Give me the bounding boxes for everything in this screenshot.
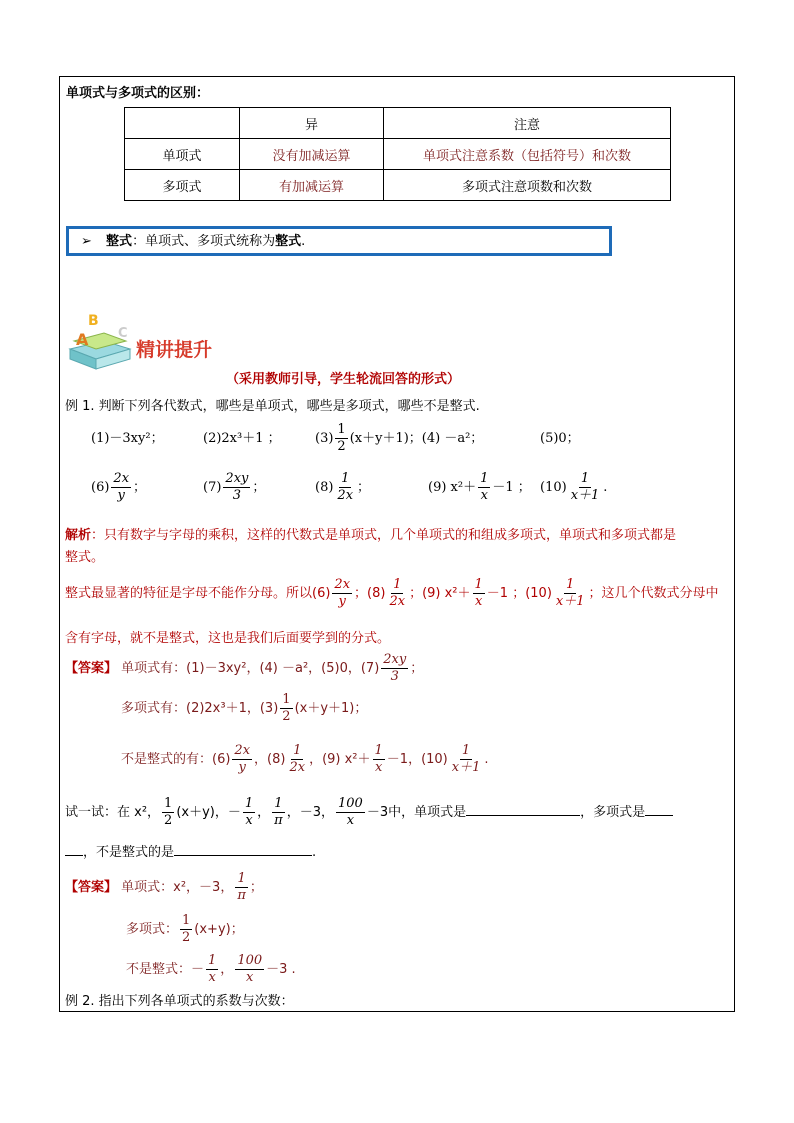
callout-term-2: 整式	[275, 234, 302, 249]
table-cell: 多项式注意项数和次数	[384, 170, 671, 201]
table-header-cell: 注意	[384, 108, 671, 139]
table-cell: 没有加减运算	[240, 139, 384, 170]
ex1-item-7: (7) $\frac{2xy}{3}$ ；	[203, 471, 266, 503]
example2-prompt: 例 2. 指出下列各单项式的系数与次数：	[65, 994, 294, 1009]
ex1-item-10: (10) $\frac{1}{x+1}$ .	[540, 471, 608, 503]
table-cell: 有加减运算	[240, 170, 384, 201]
analysis-paragraph	[65, 525, 730, 569]
answer-blank[interactable]	[466, 815, 580, 816]
callout-term: 整式	[106, 234, 133, 249]
answer-label: 【答案】	[65, 880, 118, 895]
section-title: 单项式与多项式的区别：	[66, 86, 210, 101]
answer-blank[interactable]	[65, 855, 83, 856]
bullet-arrow-icon: ➢	[81, 234, 92, 249]
table-cell: 多项式	[125, 170, 240, 201]
example1-prompt: 例 1. 判断下列各代数式，哪些是单项式，哪些是多项式，哪些不是整式.	[65, 399, 480, 414]
analysis-paragraph-2-line2: 含有字母，就不是整式，这也是我们后面要学到的分式。	[65, 631, 391, 646]
answer-label: 【答案】	[65, 661, 118, 676]
answer2-non-polynomials: 不是整式：－ $\frac{1}{x}$ ， $\frac{100}{x}$ －3 .	[126, 953, 296, 985]
answer1-non-polynomials: 不是整式的有：(6) $\frac{2x}{y}$ ，(8) $\frac{1}{2x}$ ，(9) x²＋ $\frac{1}{x}$ －1，(10) $\frac{1}{x+1}$ .	[121, 743, 489, 775]
callout-text: ：单项式、多项式统称为	[132, 234, 276, 249]
logo-letter-a: A	[76, 330, 89, 349]
logo-letter-c: C	[118, 326, 128, 341]
analysis-text-2: 整式。	[65, 550, 105, 565]
answer1-monomials: 【答案】 单项式有：(1)－3xy²，(4) －a²，(5)0，(7) $\frac{2xy}{3}$ ；	[65, 652, 424, 684]
table-row	[125, 139, 671, 170]
answer1-polynomials: 多项式有：(2)2x³＋1，(3) $\frac{1}{2}$ (x＋y＋1)；	[121, 692, 368, 724]
answer2-monomials: 【答案】 单项式：x²，－3， $\frac{1}{\pi}$ ；	[65, 871, 263, 903]
table-row	[125, 170, 671, 201]
comparison-table	[124, 107, 671, 201]
callout-end: .	[301, 234, 306, 249]
ex1-item-8: (8) $\frac{1}{2x}$ ；	[315, 471, 371, 503]
analysis-paragraph-2: 整式最显著的特征是字母不能作分母。所以(6) $\frac{2x}{y}$ ；(8) $\frac{1}{2x}$ ；(9) x²＋ $\frac{1}{x}$ －1 ；(10) $\frac{1}{x+1}$ ；这几个代数式分母中	[65, 577, 719, 609]
table-header-cell	[125, 108, 240, 139]
ex1-item-2: (2)2x³＋1 ；	[203, 431, 281, 446]
table-cell: 单项式	[125, 139, 240, 170]
analysis-label: 解析	[65, 528, 92, 543]
ex1-item-3-label: (3)	[315, 431, 334, 446]
fraction: $\frac{1}{2}$	[337, 422, 346, 454]
trial-exercise: 试一试：在 x²， $\frac{1}{2}$ (x＋y)，－ $\frac{1}{x}$ ， $\frac{1}{\pi}$ ，－3， $\frac{100}{x}$ －3中，单项式是 ，多项式是	[65, 796, 673, 829]
teaching-note: （采用教师引导，学生轮流回答的形式）	[226, 372, 461, 387]
definition-callout	[66, 226, 612, 256]
table-cell: 单项式注意系数（包括符号）和次数	[384, 139, 671, 170]
answer-blank[interactable]	[174, 855, 312, 856]
section-heading: 精讲提升	[136, 339, 213, 361]
ex1-item-1: (1)－3xy²；	[91, 431, 164, 446]
table-header-cell: 异	[240, 108, 384, 139]
trial-exercise-line2: ，不是整式的是 .	[65, 845, 316, 861]
abc-books-logo-icon	[64, 305, 134, 375]
table-header-row	[125, 108, 671, 139]
ex1-item-5: (5)0；	[540, 431, 580, 446]
analysis-text: ：只有数字与字母的乘积，这样的代数式是单项式，几个单项式的和组成多项式，单项式和多项式都是	[91, 528, 677, 543]
answer2-polynomials: 多项式： $\frac{1}{2}$ (x+y)；	[126, 913, 244, 945]
logo-letter-b: B	[88, 313, 99, 329]
ex1-item-6: (6) $\frac{2x}{y}$ ；	[91, 471, 147, 503]
ex1-item-3-text: (x＋y＋1)；(4) －a²；	[349, 431, 484, 446]
ex1-item-3-4	[315, 422, 483, 455]
ex1-item-9: (9) x²＋ $\frac{1}{x}$ －1 ；	[428, 471, 531, 503]
answer-blank[interactable]	[645, 815, 673, 816]
